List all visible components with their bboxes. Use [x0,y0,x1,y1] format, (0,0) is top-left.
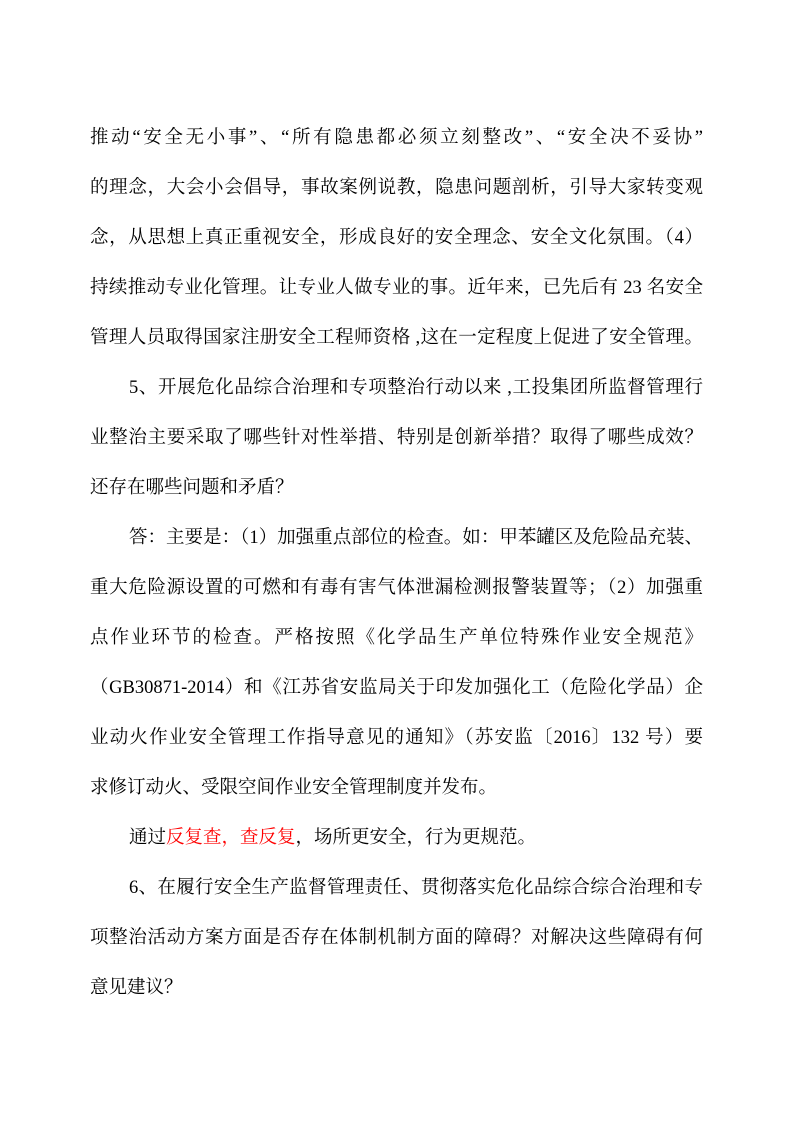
text-segment: 求修订动火、受限空间作业安全管理制度并发布。 [90,778,498,798]
text-segment: 6、在履行安全生产监督管理责任、贯彻落实危化品综合综合治理和专 [129,878,703,898]
text-segment: 持续推动专业化管理。让专业人做专业的事。近年来，已先后有 23 名安全 [90,278,703,298]
text-segment: 业整治主要采取了哪些针对性举措、特别是创新举措？取得了哪些成效？ [90,428,703,448]
answer5-line-1 [90,513,703,563]
text-segment: 的理念，大会小会倡导，事故案例说教，隐患问题剖析，引导大家转变观 [90,178,703,198]
answer5-line-5 [90,713,703,763]
text-segment: 点作业环节的检查。严格按照《化学品生产单位特殊作业安全规范》 [90,628,703,648]
text-segment: 还存在哪些问题和矛盾？ [90,478,294,498]
text-segment: 推动“安全无小事”、“所有隐患都必须立刻整改”、“安全决不妥协” [90,128,703,148]
answer5-line-2 [90,563,703,613]
para4-line-2 [90,163,703,213]
text-segment: 5、开展危化品综合治理和专项整治行动以来 ,工投集团所监督管理行 [129,378,703,398]
text-segment: 通过 [129,828,167,848]
text-segment: 重大危险源设置的可燃和有毒有害气体泄漏检测报警装置等；（2）加强重 [90,578,703,598]
question6-line-2 [90,913,703,963]
answer5-highlight-line [90,813,703,863]
text-segment: 项整治活动方案方面是否存在体制机制方面的障碍？对解决这些障碍有何 [90,928,703,948]
para4-line-5 [90,313,703,363]
answer5-line-6 [90,763,703,813]
text-segment: 意见建议？ [90,978,183,998]
text-segment: （GB30871-2014）和《江苏省安监局关于印发加强化工（危险化学品）企 [90,678,703,698]
question5-line-1 [90,363,703,413]
question5-line-2 [90,413,703,463]
question6-line-3 [90,963,703,1013]
answer5-line-4 [90,663,703,713]
text-segment: 答：主要是：（1）加强重点部位的检查。如：甲苯罐区及危险品充装、 [129,528,703,548]
text-segment: 业动火作业安全管理工作指导意见的通知》（苏安监〔2016〕132 号）要 [90,728,703,748]
text-segment: 管理人员取得国家注册安全工程师资格 ,这在一定程度上促进了安全管理。 [90,328,703,348]
answer5-line-3 [90,613,703,663]
question5-line-3 [90,463,703,513]
para4-line-1 [90,113,703,163]
text-segment: ，场所更安全，行为更规范。 [295,828,537,848]
para4-line-4 [90,263,703,313]
para4-line-3 [90,213,703,263]
question6-line-1 [90,863,703,913]
text-block [90,113,703,1013]
highlight-red-text: 反复查，查反复 [166,828,296,848]
text-segment: 念，从思想上真正重视安全，形成良好的安全理念、安全文化氛围。（4） [90,228,703,248]
